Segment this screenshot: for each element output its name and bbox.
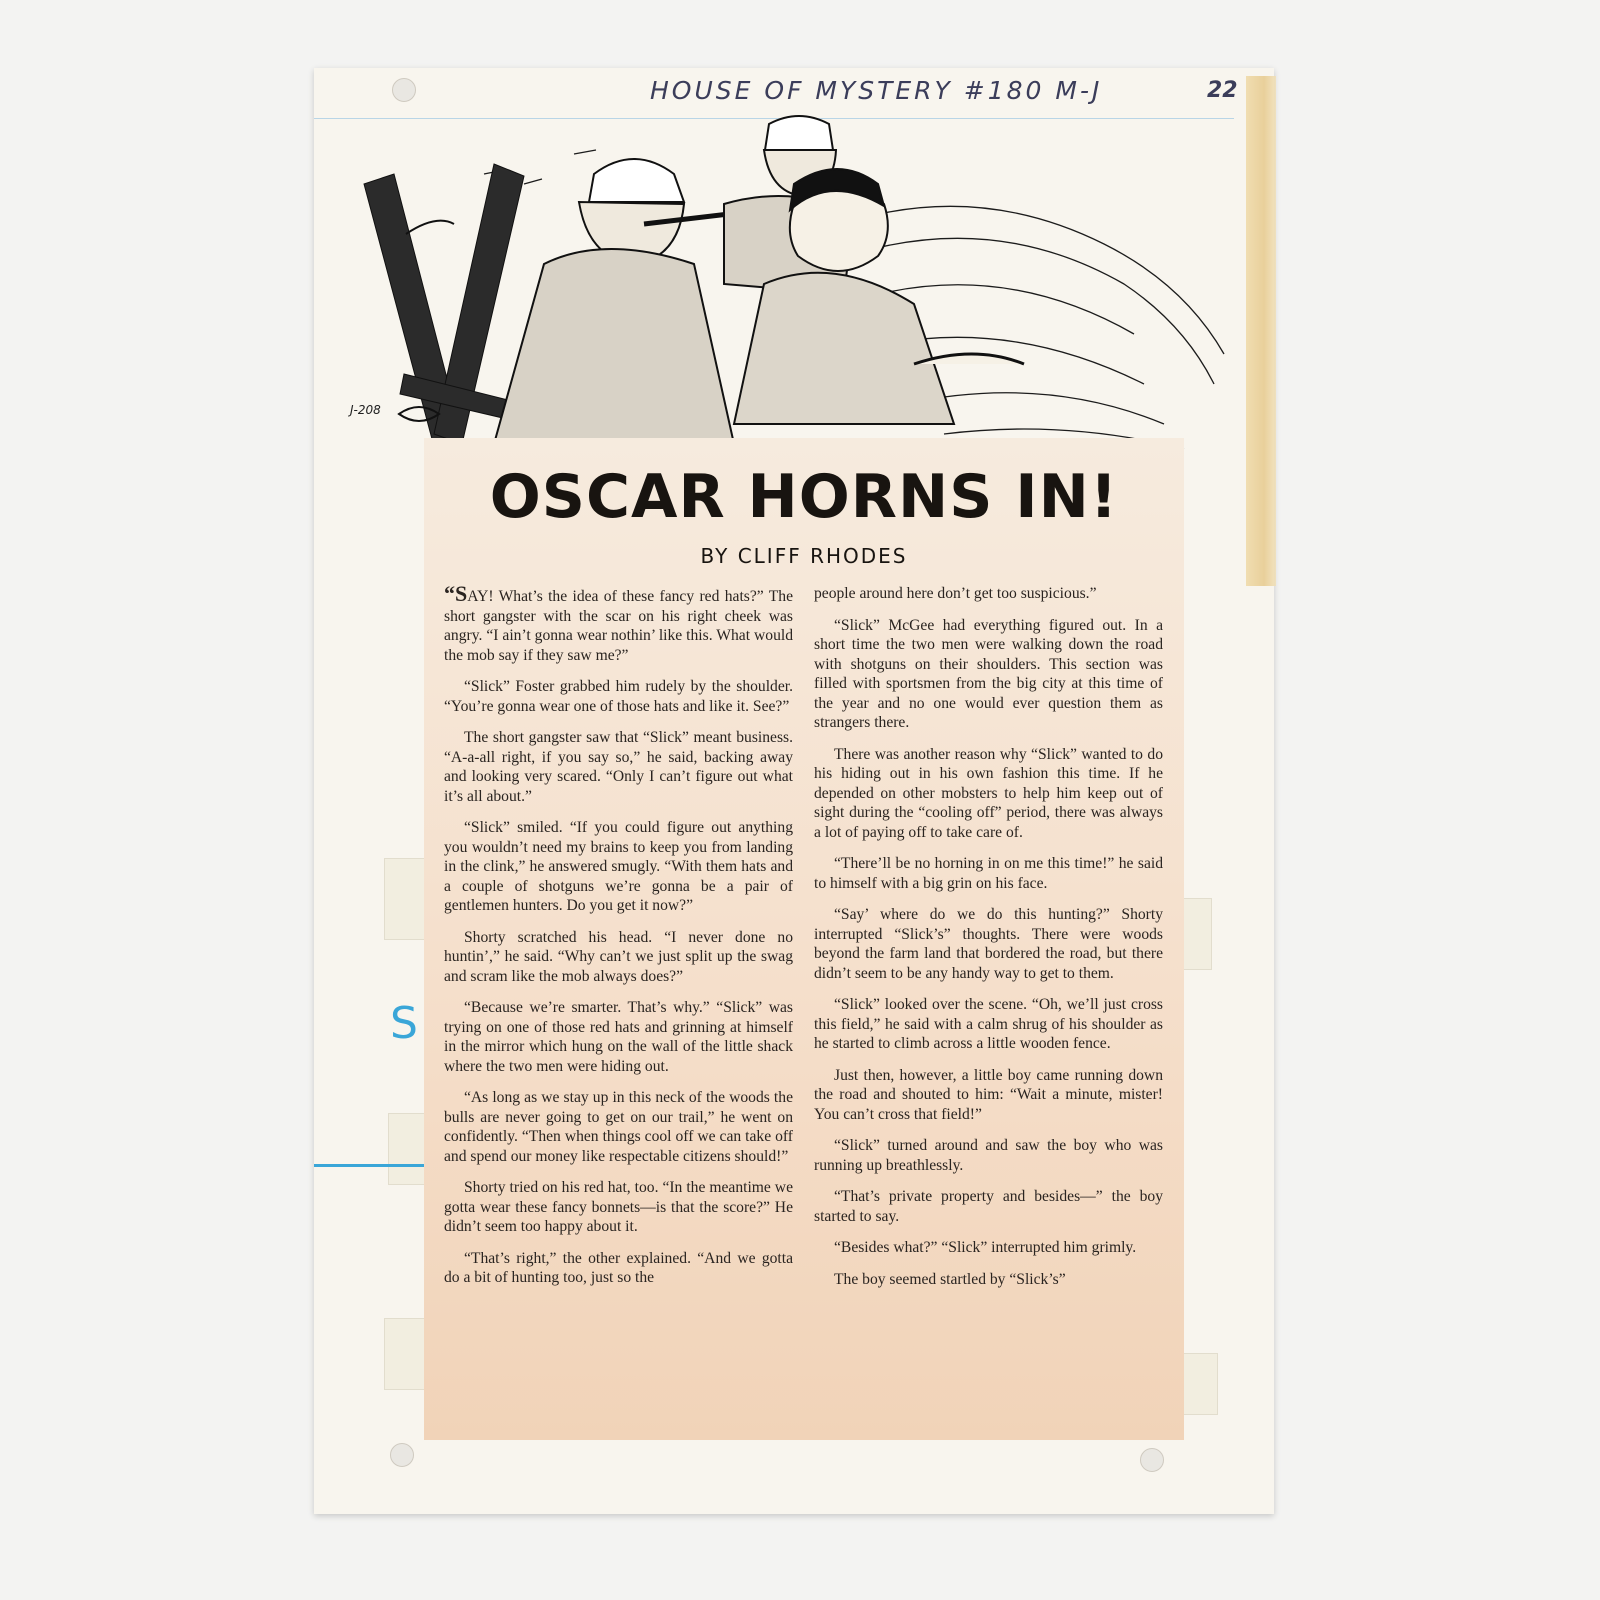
page-number: 22 <box>1207 78 1238 103</box>
article-column-right <box>814 584 1163 1301</box>
paragraph: Shorty scratched his head. “I never done no huntin’,” he said. “Why can’t we just split up the swag and scram like the mob always does?” <box>444 928 793 985</box>
paragraph: “Slick” looked over the scene. “Oh, we’ll just cross this field,” he said with a calm shrug of his shoulder as he started to climb across a little wooden fence. <box>814 996 1163 1052</box>
paragraph: The short gangster saw that “Slick” meant business. “A-a-all right, if you say so,” he said, backing away and looking very scared. “Only I can’t figure out what it’s all about.” <box>444 729 793 805</box>
mounting-hole-top-left <box>392 78 416 102</box>
paragraph: “Slick” turned around and saw the boy who was running up breathlessly. <box>814 1137 1163 1174</box>
paragraph: “That’s right,” the other explained. “And we gotta do a bit of hunting too, just so the <box>444 1249 793 1286</box>
ink-illustration <box>344 114 1244 464</box>
paragraph: The boy seemed startled by “Slick’s” <box>834 1270 1066 1288</box>
paragraph: “Because we’re smarter. That’s why.” “Slick” was trying on one of those red hats and grinning at himself in the mirror which hung on the wall of the little shack where the two men were hiding out. <box>444 999 793 1075</box>
paragraph: “There’ll be no horning in on me this time!” he said to himself with a big grin on his face. <box>814 855 1163 892</box>
blue-pencil-line <box>314 1164 424 1167</box>
article-title: OSCAR HORNS IN! <box>489 462 1119 532</box>
paragraph: people around here don’t get too suspicious.” <box>814 585 1097 602</box>
paragraph: “Slick” smiled. “If you could figure out anything you wouldn’t need my brains to keep you from landing in the clink,” he answered smugly. “With them hats and a couple of shotguns we’re gonna be a pair of gentlemen hunters. Do you get it now?” <box>444 819 793 914</box>
mounting-hole-bottom-right <box>1140 1448 1164 1472</box>
article-byline: BY CLIFF RHODES <box>700 544 908 568</box>
paragraph: “Say’ where do we do this hunting?” Shorty interrupted “Slick’s” thoughts. There were woods beyond the farm land that bordered the road, but there didn’t seem to be any handy way to get to them. <box>814 906 1163 982</box>
article-column-left <box>444 581 793 1300</box>
article-paste-up <box>424 438 1184 1440</box>
blue-pencil-mark: S <box>390 998 418 1049</box>
paragraph: “Besides what?” “Slick” interrupted him grimly. <box>834 1239 1137 1256</box>
paragraph: “Slick” McGee had everything figured out. In a short time the two men were walking down the road with shotguns on their shoulders. This section was filled with sportsmen from the big city at this time of the year and no one would ever question them as strangers there. <box>814 616 1163 731</box>
paragraph: “That’s private property and besides—” the boy started to say. <box>814 1188 1163 1225</box>
header-note: HOUSE OF MYSTERY #180 M-J <box>650 76 1103 105</box>
paragraph: “As long as we stay up in this neck of the woods the bulls are never going to get on our trail,” he went on confidently. “Then when things cool off we can take off and spend our money like respectable citizens should!” <box>444 1089 793 1165</box>
paragraph: There was another reason why “Slick” wanted to do his hiding out in his own fashion this time. If he depended on other mobsters to help him keep out of sight during the “cooling off” period, there was always a lot of paying off to take care of. <box>814 745 1163 841</box>
drop-cap: “S <box>444 581 468 606</box>
paragraph <box>444 581 793 665</box>
illustration-code: J-208 <box>350 403 381 417</box>
paragraph: Just then, however, a little boy came running down the road and shouted to him: “Wait a minute, mister! You can’t cross that field!” <box>814 1066 1163 1123</box>
paragraph-text: AY! What’s the idea of these fancy red hats?” The short gangster with the scar on his right cheek was angry. “I ain’t gonna wear nothin’ like this. What would the mob say if they saw me?” <box>444 588 793 664</box>
paragraph: “Slick” Foster grabbed him rudely by the shoulder. “You’re gonna wear one of those hats and like it. See?” <box>444 678 793 715</box>
masking-tape-right <box>1246 76 1276 586</box>
mounting-hole-bottom-left <box>390 1443 414 1467</box>
paragraph: Shorty tried on his red hat, too. “In the meantime we gotta wear these fancy bonnets—is that the score?” He didn’t seem too happy about it. <box>444 1179 793 1235</box>
art-board <box>314 68 1274 1514</box>
